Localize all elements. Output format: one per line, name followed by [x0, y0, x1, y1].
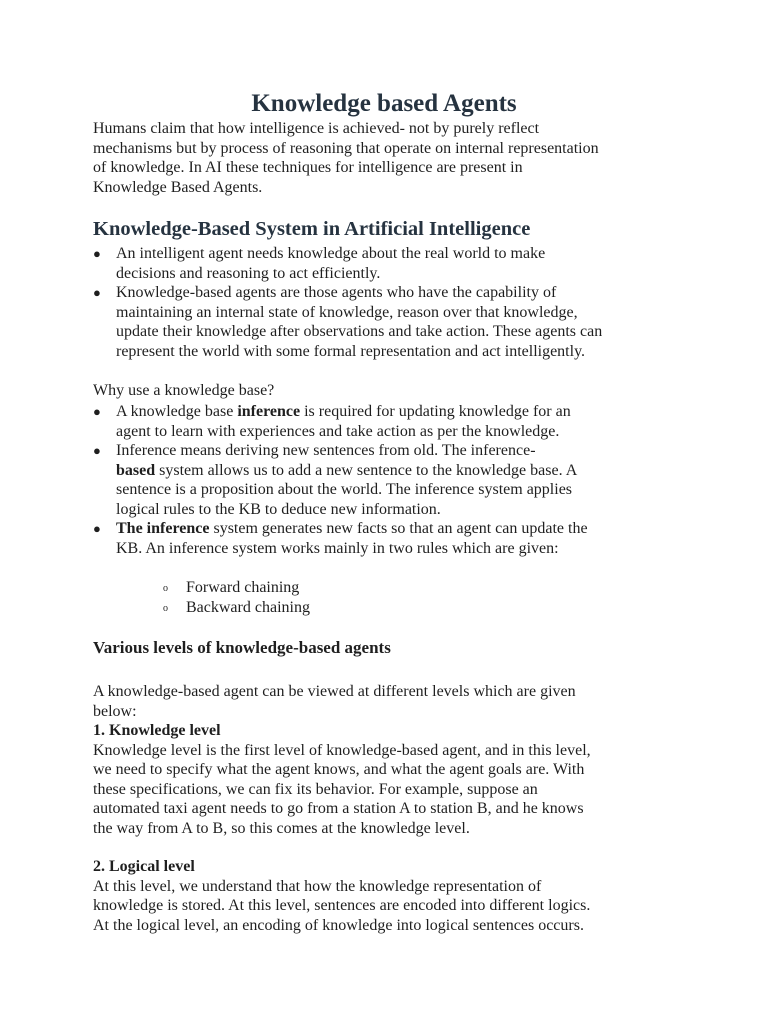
- list-item: ● A knowledge base inference is required for updating knowledge for an agent to learn with experiences and take action as per the knowledge.: [93, 403, 571, 440]
- bullet-icon: ●: [93, 285, 101, 300]
- list-item: ● The inference system generates new facts so that an agent can update the KB. An inference system works mainly in two rules which are given:: [93, 520, 588, 557]
- intro-line: of knowledge. In AI these techniques for intelligence are present in: [93, 159, 523, 176]
- section-heading-kbs: Knowledge-Based System in Artificial Intelligence: [93, 218, 531, 240]
- section-heading-levels: Various levels of knowledge-based agents: [93, 638, 391, 657]
- knowledge-level-heading: 1. Knowledge level: [93, 722, 221, 739]
- list-item: o Forward chaining: [163, 578, 310, 598]
- levels-intro: A knowledge-based agent can be viewed at different levels which are given below:: [93, 683, 576, 720]
- kbs-bullet-list: [93, 244, 683, 361]
- intro-line: Humans claim that how intelligence is achieved- not by purely reflect: [93, 120, 540, 137]
- list-item: ● Knowledge-based agents are those agents who have the capability of maintaining an internal state of knowledge, reason over that knowledge, update their knowledge after observations and take action. These agents can represent the world with some formal representation and act intelligently.: [93, 284, 603, 360]
- intro-line: mechanisms but by process of reasoning that operate on internal representation: [93, 139, 599, 157]
- list-item: ● Inference means deriving new sentences from old. The inference- based system allows us to add a new sentence to the knowledge base. A sentence is a proposition about the world. The inference system applies logical rules to the KB to deduce new information.: [93, 442, 578, 518]
- logical-level-section: 2. Logical level At this level, we understand that how the knowledge representation of knowledge is stored. At this level, sentences are encoded into different logics. At the logical level, an encoding of knowledge into logical sentences occurs.: [93, 857, 683, 935]
- why-bullet-list: [93, 402, 683, 558]
- inference-rules-list: [163, 578, 310, 617]
- list-item: ● An intelligent agent needs knowledge about the real world to make decisions and reasoning to act efficiently.: [93, 245, 546, 282]
- page-title: Knowledge based Agents: [251, 90, 517, 117]
- bullet-icon: ●: [93, 404, 101, 419]
- knowledge-level-section: 1. Knowledge level Knowledge level is the first level of knowledge-based agent, and in this level, we need to specify what the agent knows, and what the agent goals are. With these specifications, we can fix its behavior. For example, suppose an automated taxi agent needs to go from a station A to station B, and he knows the way from A to B, so this comes at the knowledge level.: [93, 721, 683, 838]
- circle-bullet-icon: o: [163, 602, 168, 614]
- why-question: Why use a knowledge base?: [93, 382, 275, 399]
- bullet-icon: ●: [93, 443, 101, 458]
- list-item: o Backward chaining: [163, 598, 310, 618]
- bullet-icon: ●: [93, 521, 101, 536]
- bullet-icon: ●: [93, 246, 101, 261]
- circle-bullet-icon: o: [163, 583, 168, 594]
- intro-paragraph: [93, 119, 683, 197]
- logical-level-heading: 2. Logical level: [93, 858, 195, 875]
- intro-line: Knowledge Based Agents.: [93, 178, 263, 196]
